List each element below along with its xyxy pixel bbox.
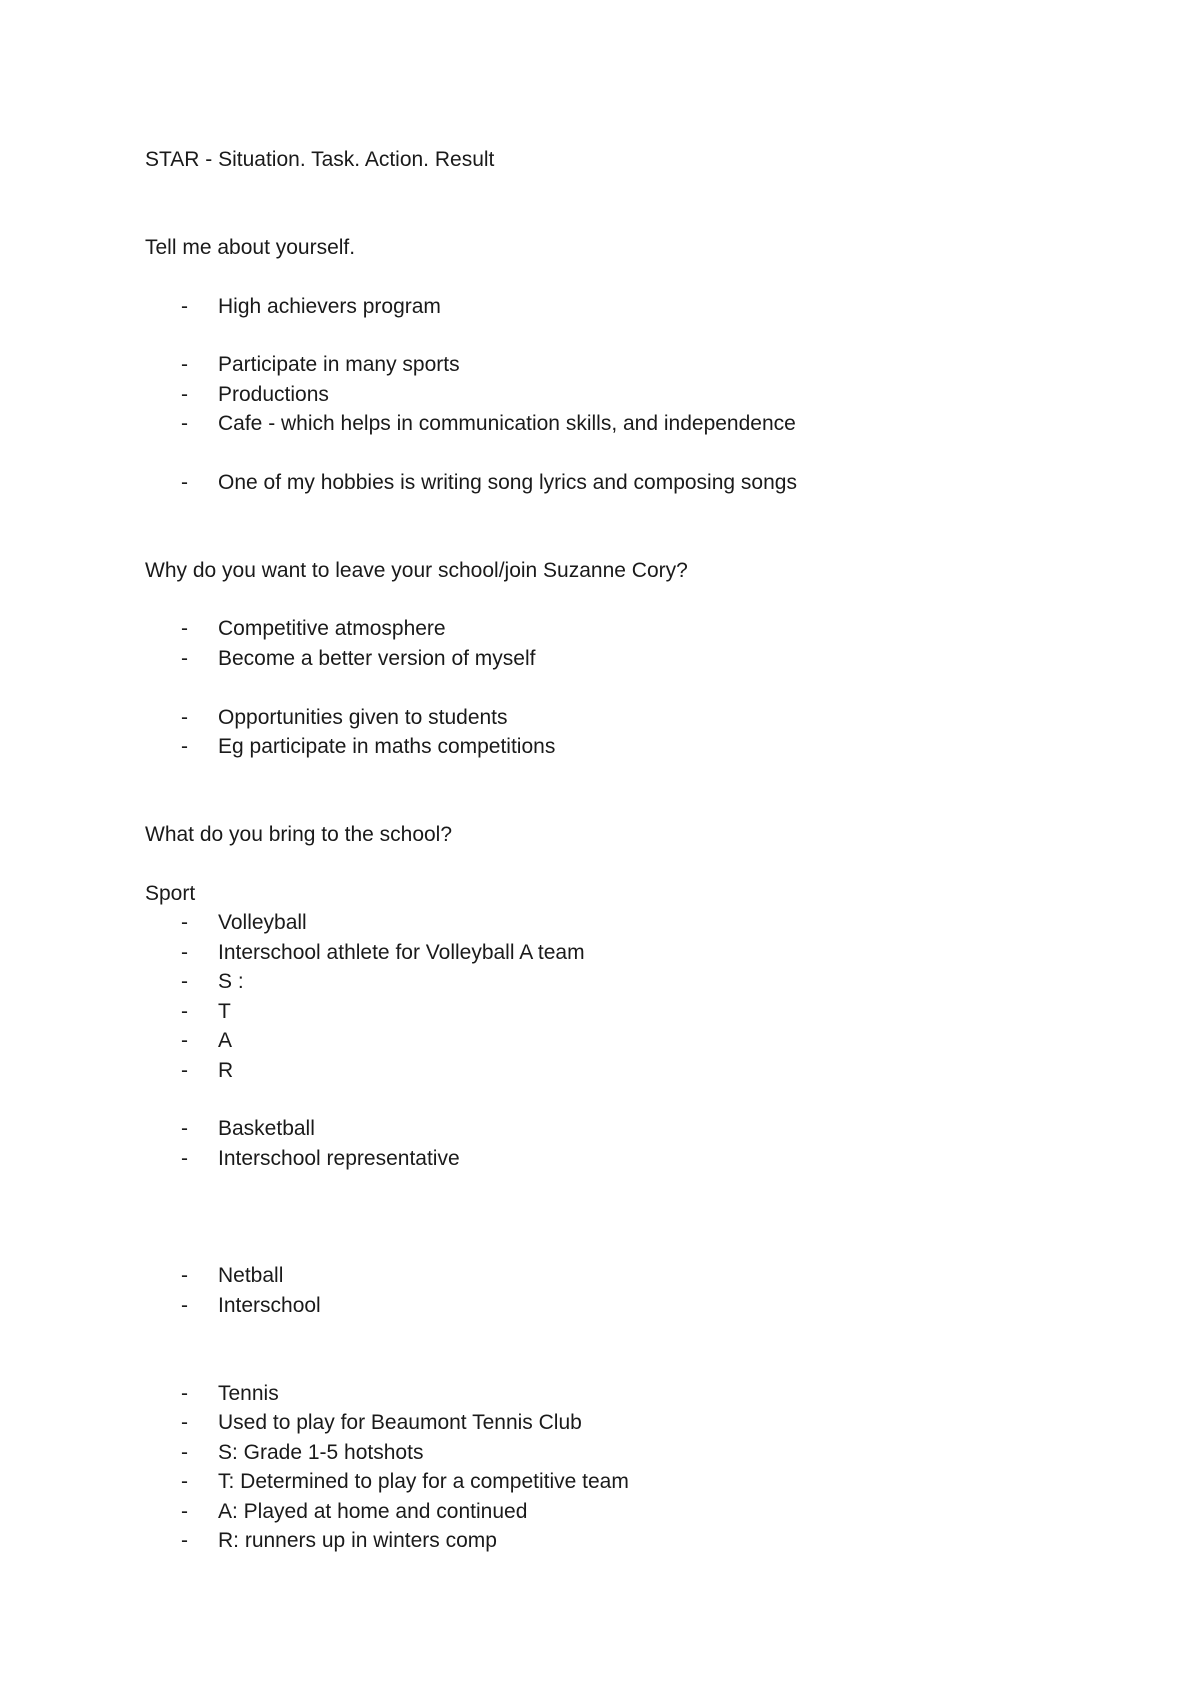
bullet-dash: - — [181, 647, 188, 670]
list-item-text: T — [218, 1000, 231, 1023]
list-item-text: Used to play for Beaumont Tennis Club — [218, 1411, 582, 1434]
bullet-dash: - — [181, 471, 188, 494]
list-item-text: Interschool athlete for Volleyball A team — [218, 941, 585, 964]
list-item-text: Eg participate in maths competitions — [218, 735, 556, 758]
list-item-text: Interschool — [218, 1294, 321, 1317]
list-item-text: Basketball — [218, 1117, 315, 1140]
bullet-dash: - — [181, 706, 188, 729]
list-item-text: R — [218, 1059, 234, 1082]
question-what-bring: What do you bring to the school? — [145, 823, 453, 846]
bullet-dash: - — [181, 941, 188, 964]
bullet-dash: - — [181, 412, 188, 435]
bullet-dash: - — [181, 970, 188, 993]
list-item-text: S: Grade 1-5 hotshots — [218, 1441, 424, 1464]
list-item-text: Cafe - which helps in communication skills, and independence — [218, 412, 796, 435]
bullet-dash: - — [181, 1470, 188, 1493]
bullet-dash: - — [181, 1441, 188, 1464]
list-item-text: Tennis — [218, 1382, 279, 1405]
bullet-dash: - — [181, 353, 188, 376]
bullet-dash: - — [181, 1117, 188, 1140]
list-item-text: A: Played at home and continued — [218, 1500, 528, 1523]
bullet-dash: - — [181, 617, 188, 640]
question-about-yourself: Tell me about yourself. — [145, 236, 356, 259]
bullet-dash: - — [181, 1264, 188, 1287]
bullet-dash: - — [181, 1029, 188, 1052]
bullet-dash: - — [181, 1529, 188, 1552]
bullet-dash: - — [181, 1294, 188, 1317]
list-item-text: Netball — [218, 1264, 284, 1287]
bullet-dash: - — [181, 383, 188, 406]
subheading-sport: Sport — [145, 882, 196, 905]
bullet-dash: - — [181, 1411, 188, 1434]
bullet-dash: - — [181, 1059, 188, 1082]
list-item-text: S : — [218, 970, 244, 993]
list-item-text: Opportunities given to students — [218, 706, 508, 729]
bullet-dash: - — [181, 295, 188, 318]
bullet-dash: - — [181, 1000, 188, 1023]
document-heading: STAR - Situation. Task. Action. Result — [145, 148, 495, 171]
list-item-text: Competitive atmosphere — [218, 617, 446, 640]
list-item-text: One of my hobbies is writing song lyrics and composing songs — [218, 471, 797, 494]
bullet-dash: - — [181, 735, 188, 758]
bullet-dash: - — [181, 1382, 188, 1405]
list-item-text: High achievers program — [218, 295, 441, 318]
bullet-dash: - — [181, 1500, 188, 1523]
bullet-dash: - — [181, 911, 188, 934]
question-why-leave: Why do you want to leave your school/join Suzanne Cory? — [145, 559, 688, 582]
list-item-text: Productions — [218, 383, 329, 406]
list-item-text: Volleyball — [218, 911, 307, 934]
list-item-text: R: runners up in winters comp — [218, 1529, 497, 1552]
list-item-text: T: Determined to play for a competitive team — [218, 1470, 629, 1493]
list-item-text: Interschool representative — [218, 1147, 460, 1170]
list-item-text: Become a better version of myself — [218, 647, 536, 670]
list-item-text: A — [218, 1029, 233, 1052]
bullet-dash: - — [181, 1147, 188, 1170]
list-item-text: Participate in many sports — [218, 353, 460, 376]
